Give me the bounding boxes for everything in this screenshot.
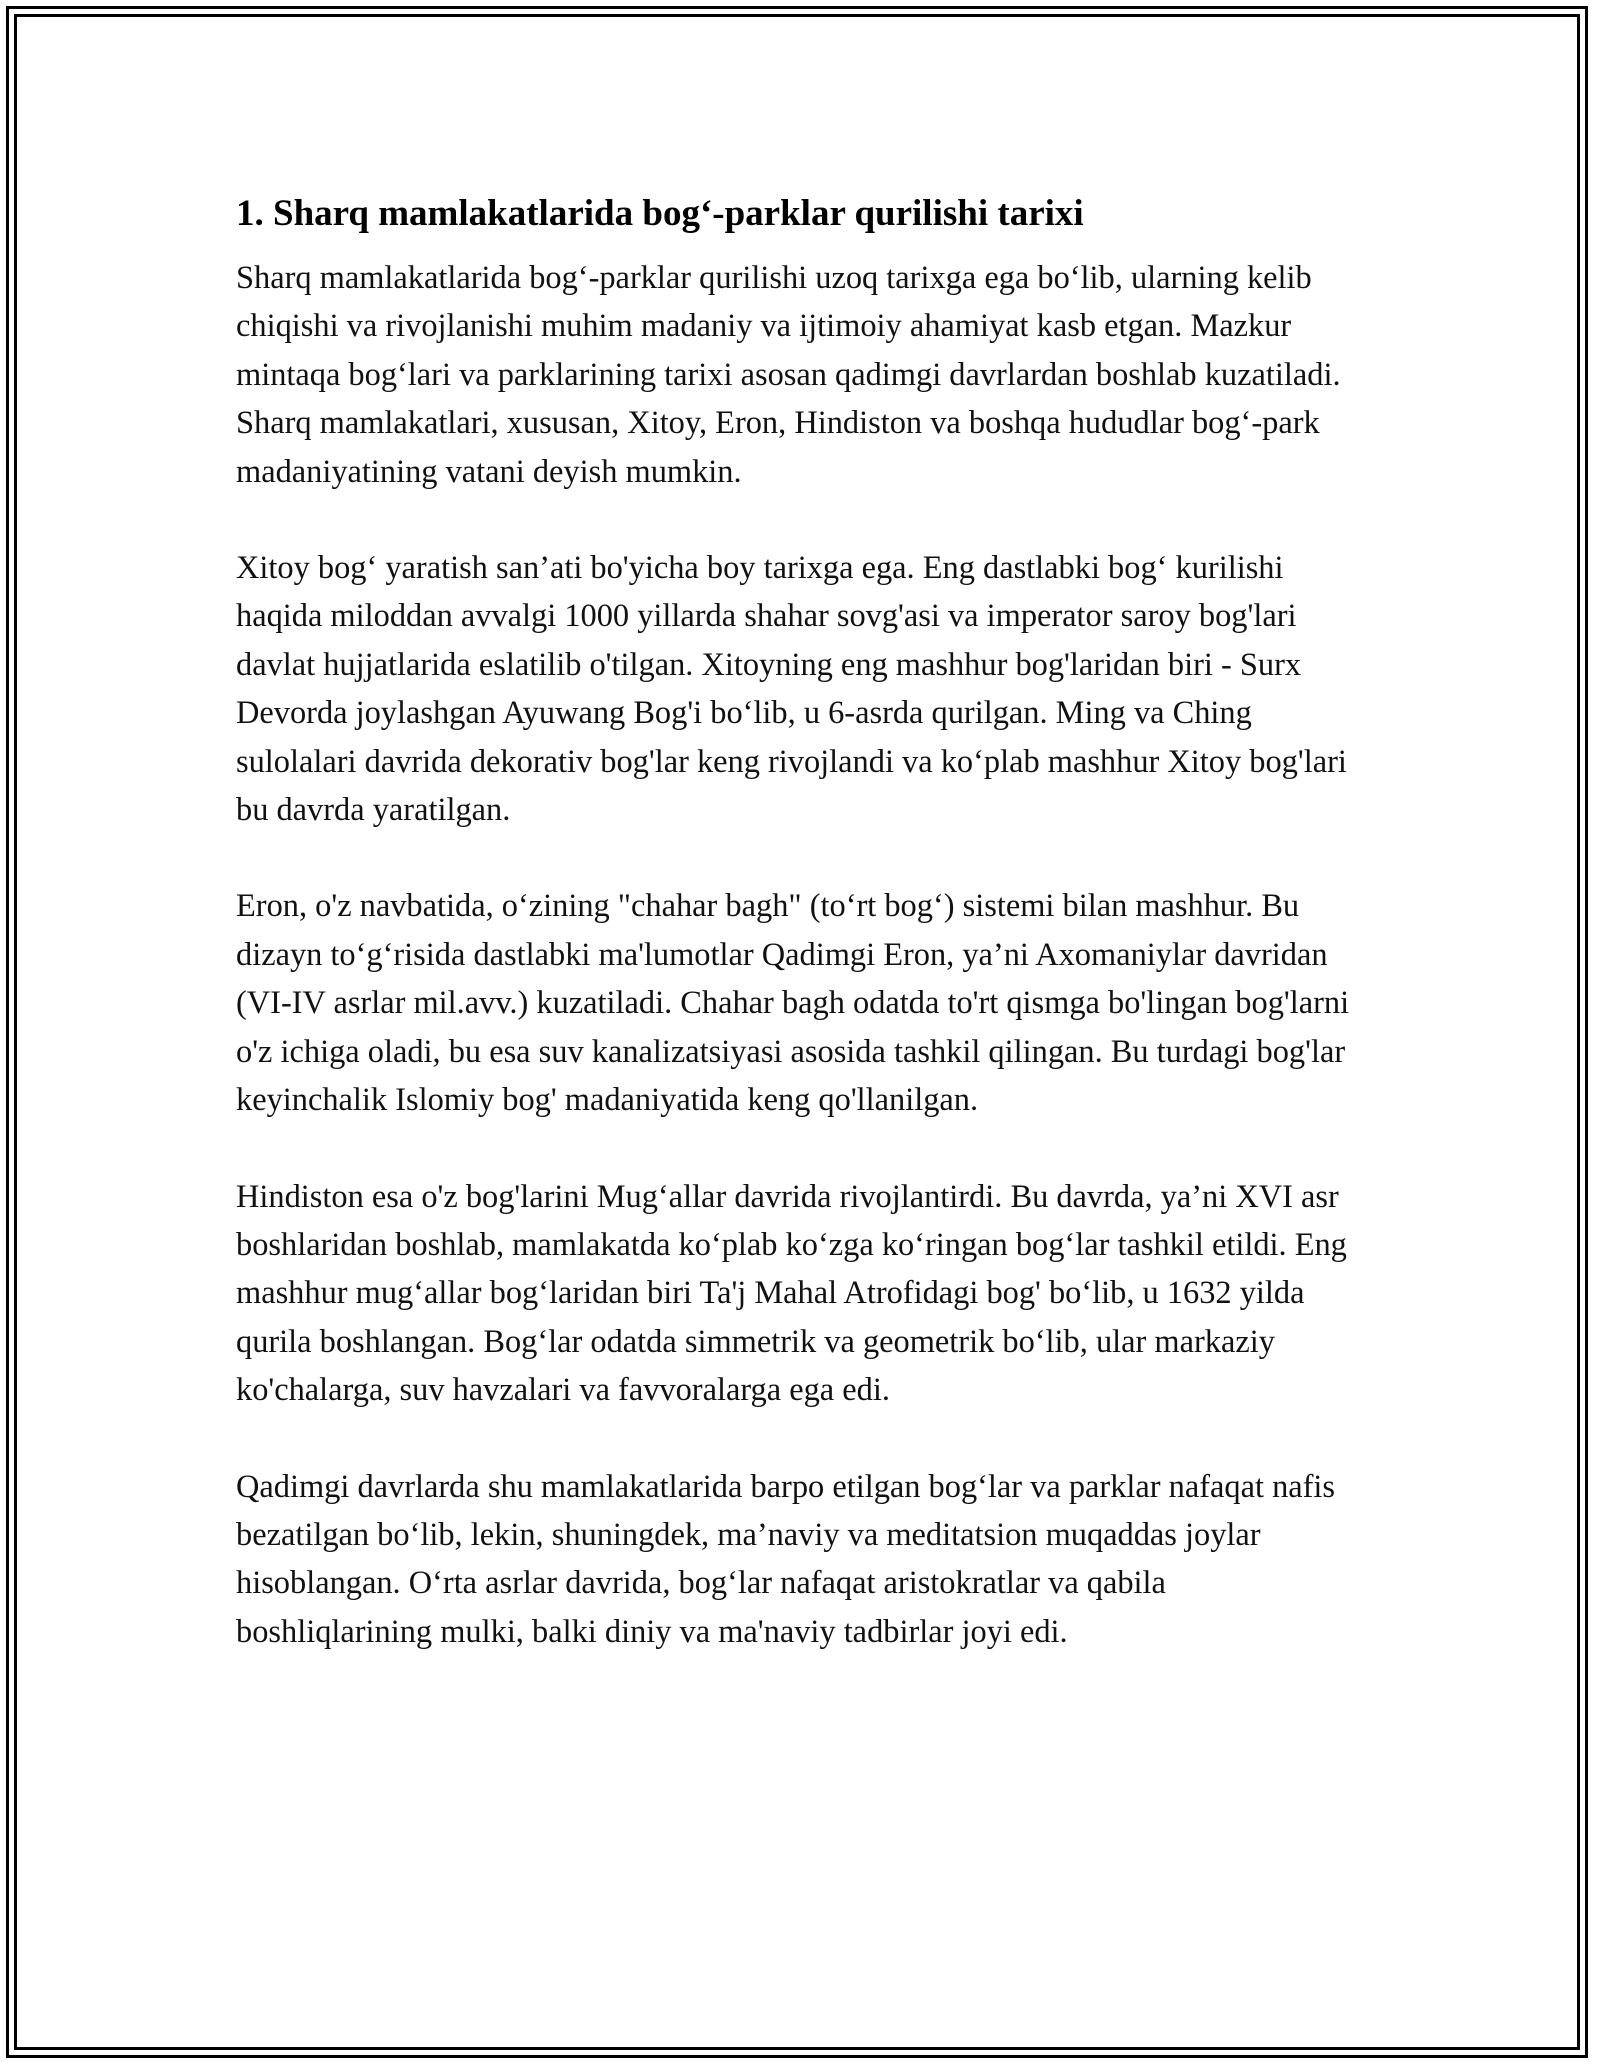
paragraph-china: Xitoy bog‘ yaratish san’ati bo'yicha boy tarixga ega. Eng dastlabki bog‘ kurilishi haqida miloddan avvalgi 1000 yillarda shahar sovg'asi va imperator saroy bog'lari davlat hujjatlarida eslatilib o'tilgan. Xitoyning eng mashhur bog'laridan biri - Surx Devorda joylashgan Ayuwang Bog'i bo‘lib, u 6-asrda qurilgan. Ming va Ching sulolalari davrida dekorativ bog'lar keng rivojlandi va ko‘plab mashhur Xitoy bog'lari bu davrda yaratilgan. xyxy=(236,550,1347,829)
paragraph-intro: Sharq mamlakatlarida bog‘-parklar qurilishi uzoq tarixga ega bo‘lib, ularning kelib chiqishi va rivojlanishi muhim madaniy va ijtimoiy ahamiyat kasb etgan. Mazkur mintaqa bog‘lari va parklarining tarixi asosan qadimgi davrlardan boshlab kuzatiladi. Sharq mamlakatlari, xususan, Xitoy, Eron, Hindiston va boshqa hududlar bog‘-park madaniyatining vatani deyish mumkin. xyxy=(236,260,1341,490)
page-title: 1. Sharq mamlakatlarida bog‘-parklar qurilishi tarixi xyxy=(236,193,1084,234)
paragraph-india: Hindiston esa o'z bog'larini Mug‘allar davrida rivojlantirdi. Bu davrda, ya’ni XVI asr boshlaridan boshlab, mamlakatda ko‘plab ko‘zga ko‘ringan bog‘lar tashkil etildi. Eng mashhur mug‘allar bog‘laridan biri Ta'j Mahal Atrofidagi bog' bo‘lib, u 1632 yilda qurila boshlangan. Bog‘lar odatda simmetrik va geometrik bo‘lib, ular markaziy ko'chalarga, suv havzalari va favvoralarga ega edi. xyxy=(236,1178,1347,1409)
paragraph-iran: Eron, o'z navbatida, o‘zining "chahar bagh" (to‘rt bog‘) sistemi bilan mashhur. Bu dizayn to‘g‘risida dastlabki ma'lumotlar Qadimgi Eron, ya’ni Axomaniylar davridan (VI-IV asrlar mil.avv.) kuzatiladi. Chahar bagh odatda to'rt qismga bo'lingan bog'larni o'z ichiga oladi, bu esa suv kanalizatsiyasi asosida tashkil qilingan. Bu turdagi bog'lar keyinchalik Islomiy bog' madaniyatida keng qo'llanilgan. xyxy=(236,888,1350,1119)
paragraph-ancient-times: Qadimgi davrlarda shu mamlakatlarida barpo etilgan bog‘lar va parklar nafaqat nafis bezatilgan bo‘lib, lekin, shuningdek, ma’naviy va meditatsion muqaddas joylar hisoblangan. O‘rta asrlar davrida, bog‘lar nafaqat aristokratlar va qabila boshliqlarining mulki, balki diniy va ma'naviy tadbirlar joyi edi. xyxy=(236,1468,1336,1650)
document-body xyxy=(236,188,1366,1704)
